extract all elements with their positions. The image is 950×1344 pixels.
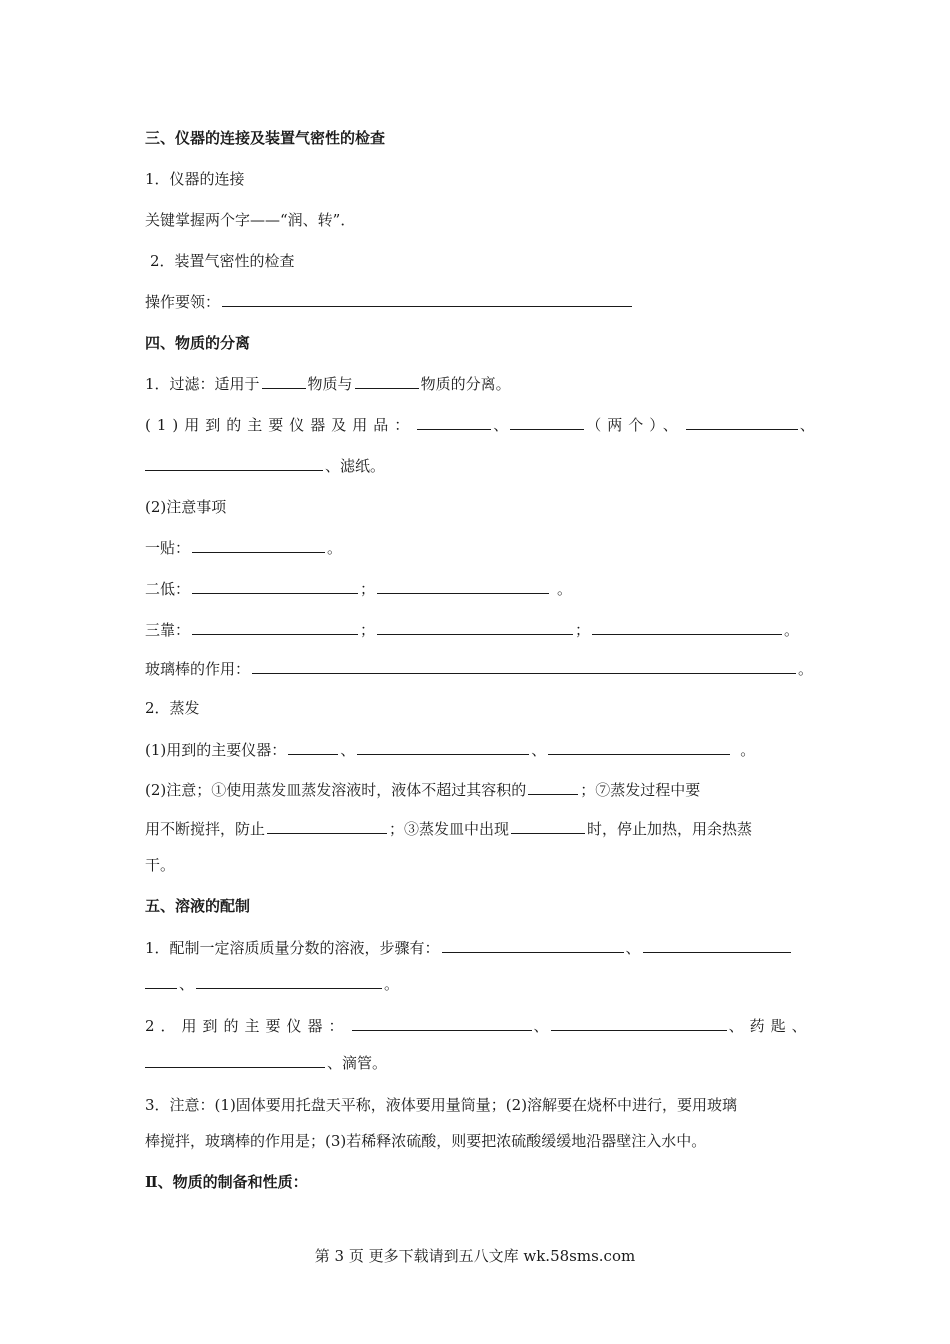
separator: ； [360,580,376,598]
evaporation-notes-text-d: ；③蒸发皿中出现 [389,820,510,838]
sankao-line [145,620,799,640]
erdi-line [145,579,572,599]
glass-rod-label: 玻璃棒的作用： [145,660,251,678]
blank-evap-3 [548,740,730,755]
solution-steps-label: 1．配制一定溶质质量分数的溶液，步骤有： [145,939,440,957]
item-2-heading: 2．装置气密性的检查 [150,252,295,270]
separator: 、 [179,975,195,993]
blank-instr-3 [686,415,798,430]
solution-instruments-text-b: 、药匙、 [728,1017,813,1035]
airtightness-label: 操作要领： [145,293,221,311]
erdi-label: 二低： [145,580,191,598]
sankao-label: 三靠： [145,621,191,639]
blank-erdi-1 [192,579,358,594]
blank-instr-1 [417,415,491,430]
period: 。 [740,741,756,759]
filtration-instruments-text-c: 、滤纸。 [325,457,386,475]
blank-instr-4 [145,456,323,471]
section-3-title: 三、仪器的连接及装置气密性的检查 [145,129,386,147]
airtightness-line [145,292,634,312]
blank-airtightness [222,292,632,307]
item-1-heading: 1．仪器的连接 [145,170,245,188]
solution-steps-line-2 [145,974,399,994]
period: 。 [798,660,814,678]
page-footer: 第 3 页 更多下载请到五八文库 wk.58sms.com [314,1247,636,1265]
blank-yitie [192,538,325,553]
solution-instruments-line-2 [145,1053,387,1073]
blank-evap-note-3 [511,819,585,834]
evaporation-instruments-line [145,740,755,760]
blank-filter-2 [355,374,419,389]
blank-sankao-2 [377,620,573,635]
solution-notes-line-1: 3．注意：(1)固体要用托盘天平称，液体要用量筒量；(2)溶解要在烧杯中进行，要用玻璃 [145,1096,738,1114]
blank-evap-2 [357,740,529,755]
glass-rod-line [145,659,813,679]
period: 。 [557,580,573,598]
filtration-instruments-line [145,415,815,435]
section-5-title: 五、溶液的配制 [145,897,251,915]
separator: 、 [799,416,815,434]
evaporation-heading: 2．蒸发 [145,699,200,717]
blank-sol-instr-3 [145,1053,325,1068]
filtration-text-b: 物质与 [307,375,353,393]
evaporation-notes-text-a: (2)注意；①使用蒸发皿蒸发溶液时，液体不超过其容积的 [145,781,527,799]
separator: ； [575,621,591,639]
blank-steps-2 [643,938,791,953]
blank-sol-instr-1 [352,1016,532,1031]
solution-steps-line [145,938,793,958]
yitie-line [145,538,342,558]
notes-heading: (2)注意事项 [145,498,227,516]
filtration-instruments-text-b: （两个）、 [586,416,684,434]
yitie-label: 一贴： [145,539,191,557]
separator: 、 [493,416,509,434]
blank-erdi-2 [377,579,549,594]
blank-filter-1 [262,374,306,389]
separator: 、 [340,741,356,759]
separator: ； [360,621,376,639]
evaporation-notes-text-e: 时，停止加热，用余热蒸 [587,820,753,838]
blank-evap-1 [288,740,338,755]
evaporation-instruments-label: (1)用到的主要仪器： [145,741,287,759]
solution-notes-line-2: 棒搅拌，玻璃棒的作用是；(3)若稀释浓硫酸，则要把浓硫酸缓缓地沿器壁注入水中。 [145,1132,707,1150]
separator: 、 [625,939,641,957]
filtration-line [145,374,511,394]
blank-glass-rod [252,659,796,674]
blank-steps-2-cont [145,974,177,989]
period: 。 [384,975,400,993]
solution-instruments-text-c: 、滴管。 [327,1054,388,1072]
filtration-instruments-line-2 [145,456,385,476]
evaporation-notes-line-3: 干。 [145,856,176,874]
separator: 、 [533,1017,549,1035]
evaporation-notes-line-1 [145,780,700,800]
evaporation-notes-text-b: ；⑦蒸发过程中要 [580,781,701,799]
evaporation-notes-text-c: 用不断搅拌，防止 [145,820,266,838]
separator: 、 [531,741,547,759]
section-4-title: 四、物质的分离 [145,334,251,352]
period: 。 [327,539,343,557]
item-1-description: 关键掌握两个字——“润、转”． [145,211,356,229]
filtration-label: 1．过滤：适用于 [145,375,260,393]
solution-instruments-line [145,1016,813,1036]
filtration-instruments-label: (1)用到的主要仪器及用品： [145,416,416,434]
blank-sankao-1 [192,620,358,635]
period: 。 [784,621,800,639]
blank-sol-instr-2 [551,1016,727,1031]
filtration-text-c: 物质的分离。 [420,375,511,393]
section-2-title: Ⅱ、物质的制备和性质： [145,1173,308,1191]
blank-instr-2 [510,415,584,430]
blank-evap-note-2 [267,819,387,834]
blank-steps-1 [442,938,624,953]
blank-steps-3 [196,974,382,989]
evaporation-notes-line-2 [145,819,752,839]
blank-sankao-3 [592,620,782,635]
blank-evap-note-1 [528,780,578,795]
solution-instruments-label: 2．用到的主要仪器： [145,1017,350,1035]
